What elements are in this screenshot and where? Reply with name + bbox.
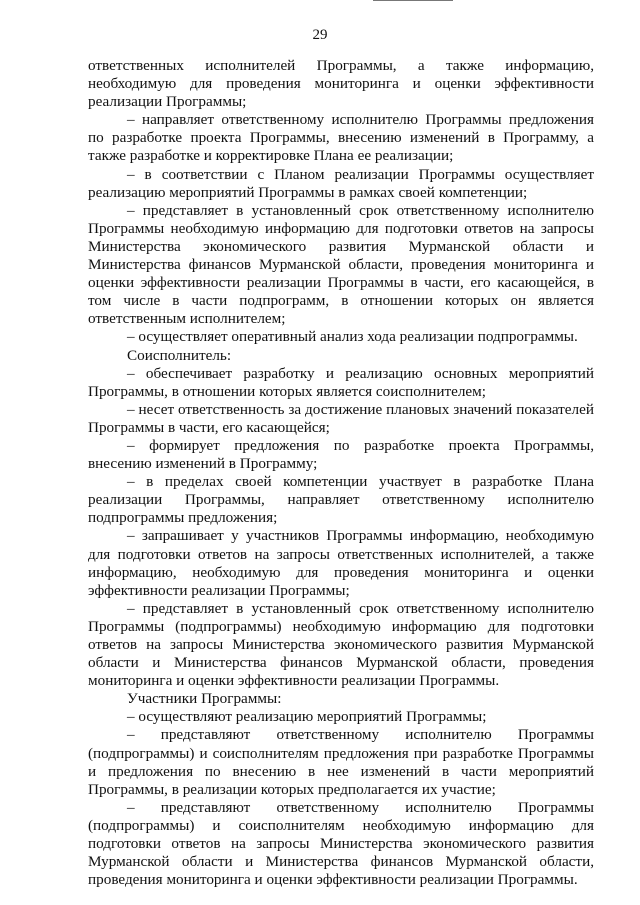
top-rule (373, 0, 453, 1)
list-item: – осуществляет оперативный анализ хода реализации подпрограммы. (127, 328, 578, 346)
list-item: – запрашивает у участников Программы информацию, необходимую для подготовки ответов на запросы ответственных исполнителей, а также информацию, необходимую для проведения мониторинга и оценки эффективности реализации Программы; (88, 527, 594, 599)
list-item: – представляют ответственному исполнителю Программы (подпрограммы) и соисполнителям предложения при разработке Программы и предложения по внесению в нее изменений в части мероприятий Программы, в реализации которых предполагается их участие; (88, 726, 594, 798)
section-heading-participants: Участники Программы: (127, 690, 282, 708)
list-item: – представляет в установленный срок ответственному исполнителю Программы (подпрограммы) необходимую информацию для подготовки ответов на запросы Министерства экономического развития Мурманской области и Министерства финансов Мурманской области, проведения мониторинга и оценки эффективности реализации Программы. (88, 599, 594, 690)
list-item: – формирует предложения по разработке проекта Программы, внесению изменений в Программу; (88, 436, 594, 473)
section-heading-coexecutor: Соисполнитель: (127, 346, 232, 364)
list-item: – осуществляют реализацию мероприятий Программы; (127, 708, 487, 726)
document-body (88, 57, 594, 889)
list-item: – направляет ответственному исполнителю Программы предложения по разработке проекта Программы, внесению изменений в Программу, а также разработке и корректировке Плана ее реализации; (88, 111, 594, 165)
page-number: 29 (312, 27, 328, 43)
list-item: – в соответствии с Планом реализации Программы осуществляет реализацию мероприятий Программы в рамках своей компетенции; (88, 165, 594, 201)
list-item: – обеспечивает разработку и реализацию основных мероприятий Программы, в отношении которых является соисполнителем; (88, 364, 594, 400)
list-item: – несет ответственность за достижение плановых значений показателей Программы в части, его касающейся; (88, 400, 594, 436)
list-item: – представляют ответственному исполнителю Программы (подпрограммы) и соисполнителям необходимую информацию для подготовки ответов на запросы Министерства экономического развития Мурманской области и Министерства финансов Мурманской области, проведения мониторинга и оценки эффективности реализации Программы. (88, 798, 594, 889)
list-item: – в пределах своей компетенции участвует в разработке Плана реализации Программы, направляет ответственному исполнителю подпрограммы предложения; (88, 473, 594, 527)
paragraph-continued: ответственных исполнителей Программы, а также информацию, необходимую для проведения мониторинга и оценки эффективности реализации Программы; (88, 57, 594, 111)
list-item: – представляет в установленный срок ответственному исполнителю Программы необходимую информацию для подготовки ответов на запросы Министерства экономического развития Мурманской области и Министерства финансов Мурманской области, проведения мониторинга и оценки эффективности реализации Программы в части, его касающейся, в том числе в части подпрограмм, в отношении которых он является ответственным исполнителем; (88, 201, 594, 328)
